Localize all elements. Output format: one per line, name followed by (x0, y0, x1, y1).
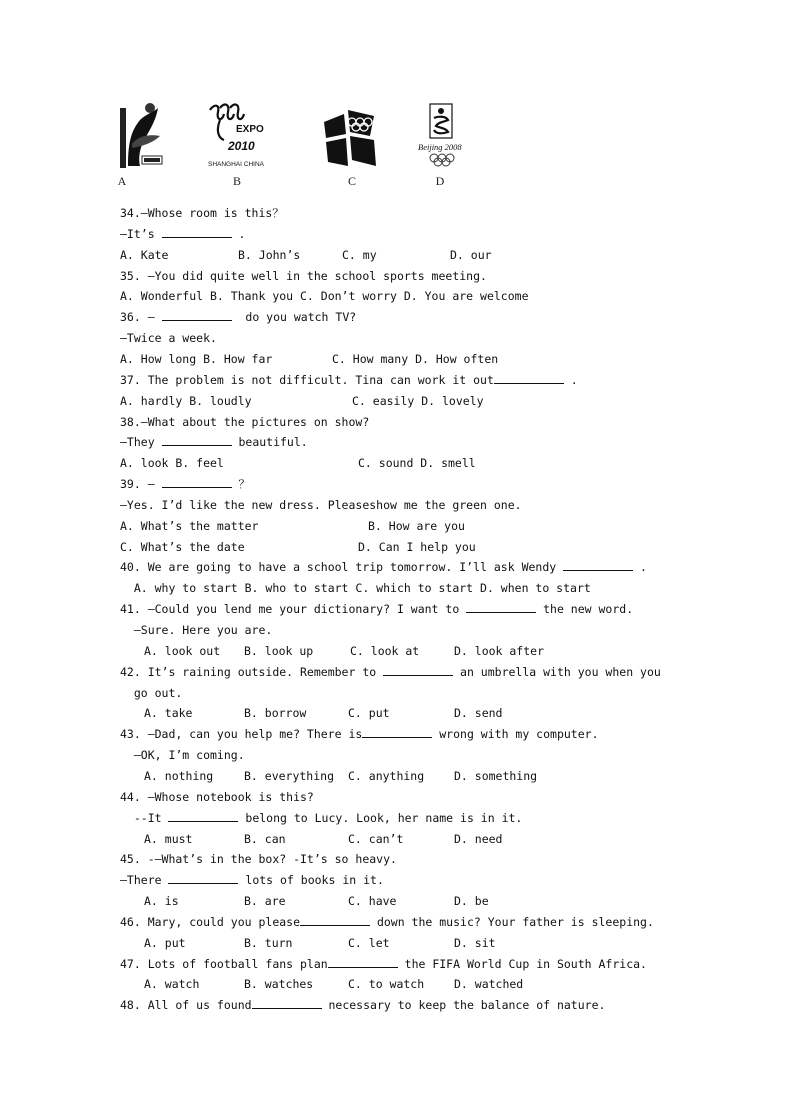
question-line (0, 620, 790, 640)
answer-option: B. borrow (244, 706, 307, 721)
answer-option: D. our (450, 247, 492, 262)
line-text: 35. —You did quite well in the school sports meeting. (120, 268, 487, 283)
answer-option: D. be (454, 894, 489, 909)
line-text: 42. It’s raining outside. Remember to an umbrella with you when you (120, 662, 661, 682)
answer-option: C. easily D. lovely (352, 393, 484, 408)
answer-option: A. How long B. How far (120, 351, 273, 366)
answer-option: C. sound D. smell (358, 456, 476, 471)
logo-row (110, 100, 510, 192)
question-line (0, 224, 790, 244)
answer-blank (168, 808, 238, 822)
answer-option: A. is (144, 894, 179, 909)
answer-blank (162, 307, 232, 321)
question-line (0, 683, 790, 703)
question-line (0, 453, 790, 473)
answer-option: C. anything (348, 768, 425, 783)
answer-option: B. are (244, 894, 286, 909)
question-line (0, 286, 790, 306)
answer-blank (328, 954, 398, 968)
logo-label-b: B (232, 174, 241, 188)
fifa-world-cup-logo-icon (110, 100, 170, 172)
beijing-text: Beijing 2008 (418, 142, 462, 152)
line-text: 46. Mary, could you please down the music? Your father is sleeping. (120, 912, 654, 932)
line-text: —There lots of books in it. (120, 870, 384, 890)
line-text: 45. -—What’s in the box? -It’s so heavy. (120, 852, 397, 867)
answer-option: C. can’t (348, 831, 404, 846)
question-line (0, 870, 790, 890)
question-line (0, 557, 790, 577)
question-line (0, 349, 790, 369)
line-text: 38.—What about the pictures on show? (120, 414, 370, 429)
line-text: —Twice a week. (120, 331, 217, 346)
question-line (0, 266, 790, 286)
answer-option: A. must (144, 831, 193, 846)
question-line (0, 641, 790, 661)
line-text: 44. —Whose notebook is this? (120, 789, 314, 804)
answer-blank (362, 724, 432, 738)
line-text: —It’s . (120, 224, 245, 244)
expo-word: EXPO (236, 124, 264, 135)
answer-option: C. to watch (348, 977, 425, 992)
answer-option: C. put (348, 706, 390, 721)
line-text: 43. —Dad, can you help me? There is wrong with my computer. (120, 724, 599, 744)
question-line (0, 974, 790, 994)
answer-option: B. turn (244, 935, 293, 950)
question-line (0, 787, 790, 807)
question-line (0, 537, 790, 557)
answer-blank (162, 224, 232, 238)
question-line (0, 912, 790, 932)
logo-c (320, 100, 380, 192)
line-text: 39. — ？ (120, 474, 250, 494)
question-line (0, 829, 790, 849)
question-line (0, 933, 790, 953)
answer-option: D. look after (454, 643, 545, 658)
answer-option: C. look at (350, 643, 420, 658)
question-line (0, 516, 790, 536)
expo-2010-logo-icon (206, 100, 276, 172)
answer-option: B. watches (244, 977, 314, 992)
question-line (0, 203, 790, 223)
answer-option: D. send (454, 706, 503, 721)
line-text: --It belong to Lucy. Look, her name is in it. (120, 808, 522, 828)
answer-option: A. watch (144, 977, 200, 992)
question-line (0, 370, 790, 390)
answer-option: C. have (348, 894, 397, 909)
answer-option: C. What’s the date (120, 539, 245, 554)
answer-option: D. need (454, 831, 503, 846)
answer-option: A. hardly B. loudly (120, 393, 252, 408)
line-text: 37. The problem is not difficult. Tina can work it out . (120, 370, 578, 390)
answer-option: B. can (244, 831, 286, 846)
line-text: 36. — do you watch TV? (120, 307, 356, 327)
line-text: A. Wonderful B. Thank you C. Don’t worry D. You are welcome (120, 289, 529, 304)
answer-option: D. something (454, 768, 538, 783)
expo-city: SHANGHAI CHINA (208, 161, 264, 168)
line-text: —OK, I’m coming. (120, 748, 245, 763)
logo-label-a: A (117, 174, 127, 188)
answer-option: A. What’s the matter (120, 518, 259, 533)
beijing-2008-logo-icon (416, 100, 476, 172)
line-text: —Yes. I’d like the new dress. Pleaseshow me the green one. (120, 497, 522, 512)
expo-year: 2010 (228, 139, 255, 153)
question-line (0, 745, 790, 765)
logo-label-d: D (435, 174, 445, 188)
answer-blank (252, 995, 322, 1009)
answer-option: D. watched (454, 977, 524, 992)
answer-blank (383, 662, 453, 676)
answer-option: A. look B. feel (120, 456, 224, 471)
line-text: 34.—Whose room is this？ (120, 206, 284, 220)
question-line (0, 766, 790, 786)
answer-option: A. Kate (120, 247, 169, 262)
question-line (0, 724, 790, 744)
question-line (0, 432, 790, 452)
question-line (0, 412, 790, 432)
question-line (0, 578, 790, 598)
answer-option: B. look up (244, 643, 314, 658)
question-line (0, 808, 790, 828)
line-text: 48. All of us found necessary to keep the balance of nature. (120, 995, 605, 1015)
answer-option: D. sit (454, 935, 496, 950)
question-line (0, 328, 790, 348)
question-line (0, 849, 790, 869)
answer-option: A. nothing (144, 768, 214, 783)
answer-option: A. look out (144, 643, 221, 658)
answer-blank (162, 432, 232, 446)
answer-option: B. everything (244, 768, 335, 783)
answer-option: D. Can I help you (358, 539, 476, 554)
question-line (0, 954, 790, 974)
logo-b (206, 100, 276, 192)
answer-option: A. take (144, 706, 193, 721)
answer-blank (168, 870, 238, 884)
line-text: —Sure. Here you are. (120, 623, 273, 637)
answer-blank (466, 599, 536, 613)
question-line (0, 599, 790, 619)
question-line (0, 474, 790, 494)
line-text: —They beautiful. (120, 432, 308, 452)
question-line (0, 495, 790, 515)
logo-d (416, 100, 476, 192)
answer-option: C. How many D. How often (332, 351, 499, 366)
line-text: A. why to start B. who to start C. which to start D. when to start (120, 581, 591, 596)
question-line (0, 891, 790, 911)
answer-option: C. my (342, 247, 377, 262)
line-text: 47. Lots of football fans plan the FIFA World Cup in South Africa. (120, 954, 647, 974)
answer-blank (494, 370, 564, 384)
question-line (0, 995, 790, 1015)
question-line (0, 307, 790, 327)
answer-option: A. put (144, 935, 186, 950)
answer-blank (563, 557, 633, 571)
answer-blank (300, 912, 370, 926)
line-text: go out. (120, 685, 183, 700)
logo-a (110, 100, 190, 192)
line-text: 41. —Could you lend me your dictionary? I want to the new word. (120, 599, 633, 619)
logo-label-c: C (347, 174, 356, 188)
question-line (0, 662, 790, 682)
london-2012-logo-icon (320, 100, 380, 172)
answer-option: B. John’s (238, 247, 301, 262)
answer-blank (162, 474, 232, 488)
line-text: 40. We are going to have a school trip tomorrow. I’ll ask Wendy . (120, 557, 647, 577)
answer-option: C. let (348, 935, 390, 950)
question-line (0, 245, 790, 265)
question-line (0, 703, 790, 723)
answer-option: B. How are you (368, 518, 465, 533)
question-line (0, 391, 790, 411)
